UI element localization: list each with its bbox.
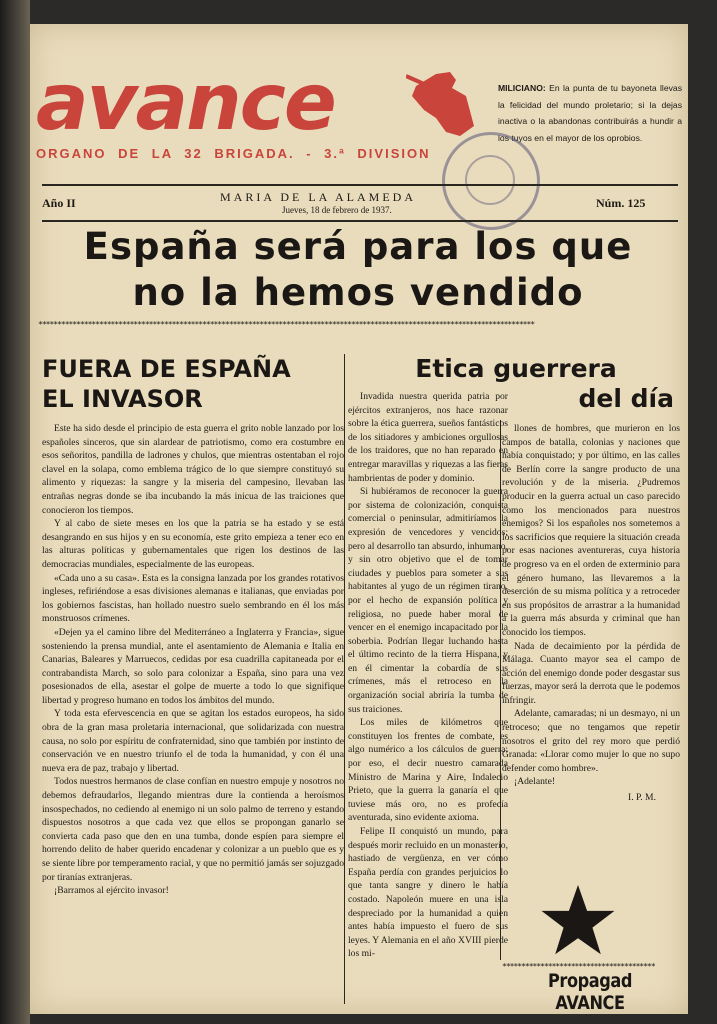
issue-number: Núm. 125 bbox=[596, 196, 646, 210]
paragraph: Nada de decaimiento por la pérdida de Málaga. Cuanto mayor sea el campo de acción del enemigo donde poder desgastar sus fuerzas, mayor será la derrota que le podemos infringir. bbox=[502, 640, 680, 706]
left-article-body bbox=[42, 422, 344, 898]
meta-rule bbox=[42, 220, 678, 222]
paragraph: «Dejen ya el camino libre del Mediterráneo a Inglaterra y Francia», sigue sosteniendo la prensa mundial, ante el asentamiento de Alemania e Italia en Canarias, Baleares y Marruecos, cedidas por esa cuadrilla capitaneada por el contrabandista March, so solo para colonizar a España, sino para una vez posesionados de ella, asestar el golpe de muerte a todo lo que signifique libertad y progreso humano en todos los ámbitos del mundo. bbox=[42, 626, 344, 706]
signature: I. P. M. bbox=[628, 792, 656, 804]
paragraph: Todos nuestros hermanos de clase confían en nuestro empuje y nosotros no debemos defraudarlos, llegando mientras dure la contienda a heroísmos insospechados, no cediendo al enemigo ni un solo palmo de terreno y estando dispuestos nosotros a que cada vez que ellos se propongan ganarlo se convierta cada paso que den en una tumba, donde espíen para siempre el horrendo delito de haber querido encadenar y colonizar a un pueblo que es y se siente libre por temperamento racial, y que no permitió jamás ser sojuzgado por tiranías extranjeras. bbox=[42, 776, 344, 883]
star-divider-small: **************************************** bbox=[502, 962, 655, 971]
top-rule bbox=[42, 184, 678, 186]
star-icon bbox=[540, 882, 616, 958]
soldier-emblem-icon bbox=[406, 66, 478, 140]
paragraph: Este ha sido desde el principio de esta guerra el grito noble lanzado por los españoles sinceros, que sin alardear de patriotismo, como era costumbre en esos señoritos, pandilla de ladrones y chulos, que mientras ostentaban el rojo clavel en la solapa, como emblema trágico de lo que siempre constituyó su alimento y riquezas: la sangre y la miseria del campesino, llevaban las entrañas negras donde se iba incubando la más inicua de las traiciones que conocieron los tiempos. bbox=[42, 423, 344, 516]
paragraph: Si hubiéramos de reconocer la guerra por sistema de colonización, conquista comercial o peninsular, admitiríamos la expresión de vencedores y vencidos; pero al desarrollo tan absurdo, inhumano, y sin otro objetivo que el de tomar ciudades y pueblos para someter a sus habitantes al yugo de un régimen tirano, por el hecho de expansión política y religiosa, no puede haber moral de vencer en el enemigo incapacitado por la soberbia. Podrían llegar luchando hasta el último recinto de la tierra Hispana, y en él cimentar la cobardía de sus crímenes, más el retroceso en la organización social abriría la tumba de sus traiciones. bbox=[348, 486, 508, 715]
right-article-column-a bbox=[348, 390, 508, 961]
star-divider: ********************************************************************************************************************************** bbox=[38, 320, 535, 329]
paragraph: «Cada uno a su casa». Esta es la consigna lanzada por los grandes rotativos ingleses, refiriéndose a esas divisiones alemanas e italianas, que enviadas por los gobiernos fascistas, han hollado nuestro suelo sembrando en él los más monstruosos crímenes. bbox=[42, 572, 344, 625]
column-divider-1 bbox=[344, 354, 345, 1004]
paragraph: Invadida nuestra querida patria por ejércitos extranjeros, nos hace razonar sobre la ética guerrera, sueños fantásticos de los sitiadores y ambiciones orgullosas de los traidores, que no han reparado en entregar maravillas y riquezas a las fieras hambrientas de poder y dominio. bbox=[348, 391, 508, 484]
motto-box bbox=[498, 80, 682, 146]
paragraph: Y al cabo de siete meses en los que la patria se ha estado y se está desangrando en sus hijos y en su economía, este grito empieza a tener eco en las alturas políticas y gubernamentales que rigen los destinos de las democracias mundiales, especialmente de las europeas. bbox=[42, 518, 344, 570]
library-stamp bbox=[442, 132, 540, 230]
paragraph: Adelante, camaradas; ni un desmayo, ni un retroceso; que no tengamos que repetir nosotros el grito del rey moro que perdió Granada: «Llorar como mujer lo que no supo defender como hombre». bbox=[502, 708, 680, 774]
issue-date: Jueves, 18 de febrero de 1937. bbox=[282, 205, 392, 215]
propaganda-slogan: Propagad AVANCE bbox=[548, 970, 632, 1014]
motto-text: En la punta de tu bayoneta llevas la felicidad del mundo proletario; si la dejas inactiva o la abandonas contribuirás a hundir a los tuyos en el mayor de los oprobios. bbox=[498, 83, 682, 143]
paragraph: llones de hombres, que murieron en los campos de batalla, colonias y naciones que había conquistado; y por último, en las calles de Berlín corre la sangre producto de una revolución y de la miseria. ¿Pudremos producir en la guerra actual un caso parecido como los mencionados para nuestros enemigos? Si los españoles nos sometemos a los sacrificios que requiere la situación creada por esas naciones aventureras, cuya historia de progreso va en el orden de exterminio para el género humano, las llevaremos a la deserción de su misma política y a retroceder en sus propósitos de arrastrar a la humanidad a la guerra más absurda y criminal que han conocido los tiempos. bbox=[502, 423, 680, 638]
paragraph: Los miles de kilómetros que constituyen los frentes de combate, es algo numérico a los cálculos de guerra; por eso, el decir nuestro camarada Ministro de Marina y Aire, Indalecio Prieto, que la guerra la ganaría el que tuviese más oro, no es profecía aventurada, sino evidente axioma. bbox=[348, 717, 508, 824]
left-article bbox=[42, 354, 344, 898]
right-article-title: Etica guerrera del día bbox=[415, 354, 674, 413]
closing-line: ¡Barramos al ejército invasor! bbox=[54, 885, 169, 897]
paragraph: ¡Adelante! bbox=[514, 776, 556, 788]
headline-line1: España será para los que bbox=[83, 225, 633, 268]
paragraph: Felipe II conquistó un mundo, para después morir recluido en un monasterio, hastiado de vergüenza, en ver cómo España perdía con grandes perjuicios lo que tanta sangre y dinero le había costado. Napoleón muere en una isla despreciado por la humanidad a quien antes había impuesto el fuero de sus leyes. Y Alemania en el año XVIII pierde los mi- bbox=[348, 826, 508, 960]
motto-label: MILICIANO: bbox=[498, 83, 546, 93]
masthead-subtitle: ORGANO DE LA 32 BRIGADA. - 3.ª DIVISION bbox=[36, 146, 431, 161]
right-article-column-b bbox=[502, 422, 680, 805]
left-article-title: FUERA DE ESPAÑA EL INVASOR bbox=[42, 355, 291, 413]
headline-line2: no la hemos vendido bbox=[132, 271, 584, 314]
main-headline bbox=[38, 224, 678, 316]
issue-place: MARIA DE LA ALAMEDA bbox=[220, 190, 417, 204]
masthead bbox=[36, 58, 476, 148]
book-binding bbox=[0, 0, 30, 1024]
masthead-title: avance bbox=[36, 58, 335, 148]
newspaper-page bbox=[30, 24, 688, 1014]
paragraph: Y toda esta efervescencia en que se agitan los estados europeos, ha sido obra de la gran masa proletaria internacional, que solidarizada con nuestra causa, no solo por espíritu de confraternidad, sino que también por instinto de conservación ve en nuestro triunfo el de toda la humanidad, y con él una nueva era de paz, trabajo y libertad. bbox=[42, 708, 344, 774]
issue-year: Año II bbox=[42, 196, 76, 210]
